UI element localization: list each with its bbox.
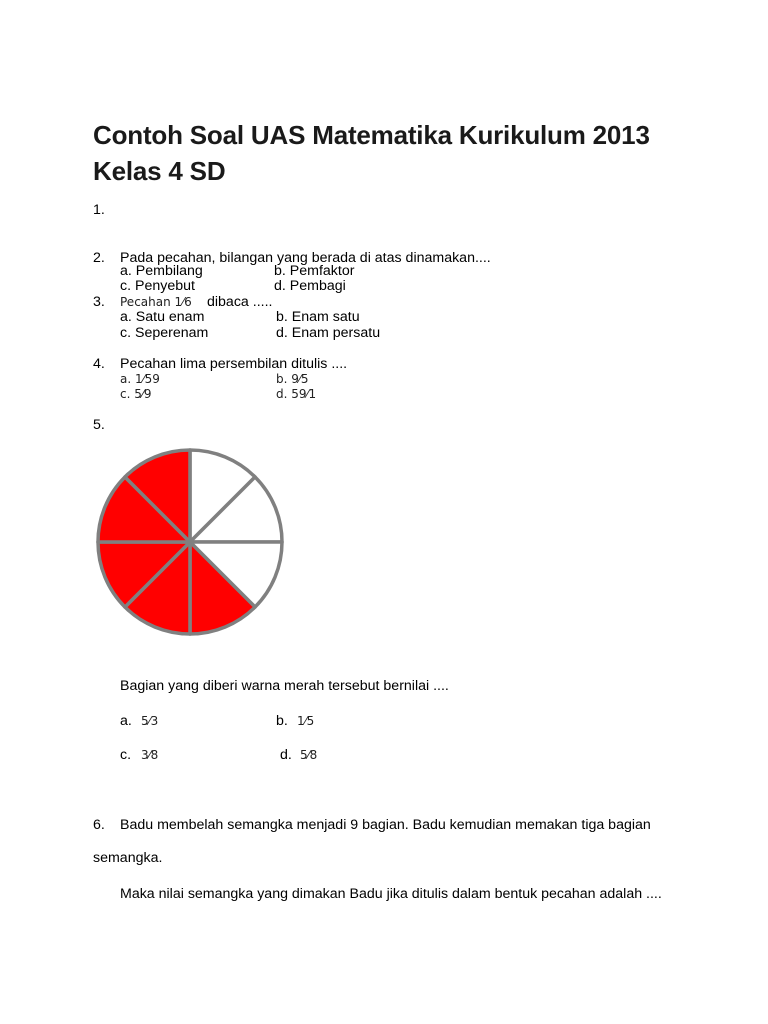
question-5-option-a-label: a. (120, 713, 132, 729)
pie-figure (90, 442, 290, 642)
question-2-option-a: a. Pembilang (120, 263, 203, 279)
question-3-option-c: c. Seperenam (120, 325, 209, 341)
question-2-number: 2. (93, 250, 105, 266)
question-4-stem: Pecahan lima persembilan ditulis .... (120, 356, 348, 372)
question-2-stem: Pada pecahan, bilangan yang berada di atas dinamakan.... (120, 250, 491, 266)
question-5-stem: Bagian yang diberi warna merah tersebut bernilai .... (120, 678, 449, 694)
question-6-stem-line-2: semangka. (93, 850, 163, 866)
question-5-option-a-value: 5⁄3 (141, 714, 159, 728)
question-6-stem-line-3: Maka nilai semangka yang dimakan Badu jika ditulis dalam bentuk pecahan adalah .... (120, 886, 662, 902)
question-2-option-b: b. Pemfaktor (274, 263, 355, 279)
question-5-option-c-value: 3⁄8 (141, 748, 159, 762)
question-3-stem-rest: dibaca ..... (207, 294, 273, 310)
question-5-option-b-label: b. (276, 713, 288, 729)
question-6-number: 6. (93, 817, 105, 833)
question-4-option-b: b. 9⁄5 (276, 372, 309, 386)
question-5-option-c-label: c. (120, 747, 132, 763)
question-3-option-d: d. Enam persatu (276, 325, 381, 341)
question-5-number: 5. (93, 417, 105, 433)
question-5-option-b-value: 1⁄5 (297, 714, 315, 728)
question-3-stem-fraction: Pecahan 1⁄6 (120, 295, 192, 309)
pie-chart (90, 442, 290, 642)
question-4-option-a: a. 1⁄59 (120, 372, 160, 386)
question-3-option-a: a. Satu enam (120, 309, 205, 325)
question-3-option-b: b. Enam satu (276, 309, 360, 325)
page-title-line-2: Kelas 4 SD (93, 156, 226, 186)
question-2-option-c: c. Penyebut (120, 278, 195, 294)
question-5-option-d-label: d. (280, 747, 292, 763)
question-2-option-d: d. Pembagi (274, 278, 346, 294)
question-3-number: 3. (93, 294, 105, 310)
question-6-stem-line-1: Badu membelah semangka menjadi 9 bagian. Badu kemudian memakan tiga bagian (120, 817, 651, 833)
page-title-line-1: Contoh Soal UAS Matematika Kurikulum 2013 (93, 120, 650, 150)
question-5-option-d-value: 5⁄8 (300, 748, 318, 762)
question-4-option-c: c. 5⁄9 (120, 387, 152, 401)
question-4-number: 4. (93, 356, 105, 372)
question-1-number: 1. (93, 202, 105, 218)
question-4-option-d: d. 59⁄1 (276, 387, 317, 401)
